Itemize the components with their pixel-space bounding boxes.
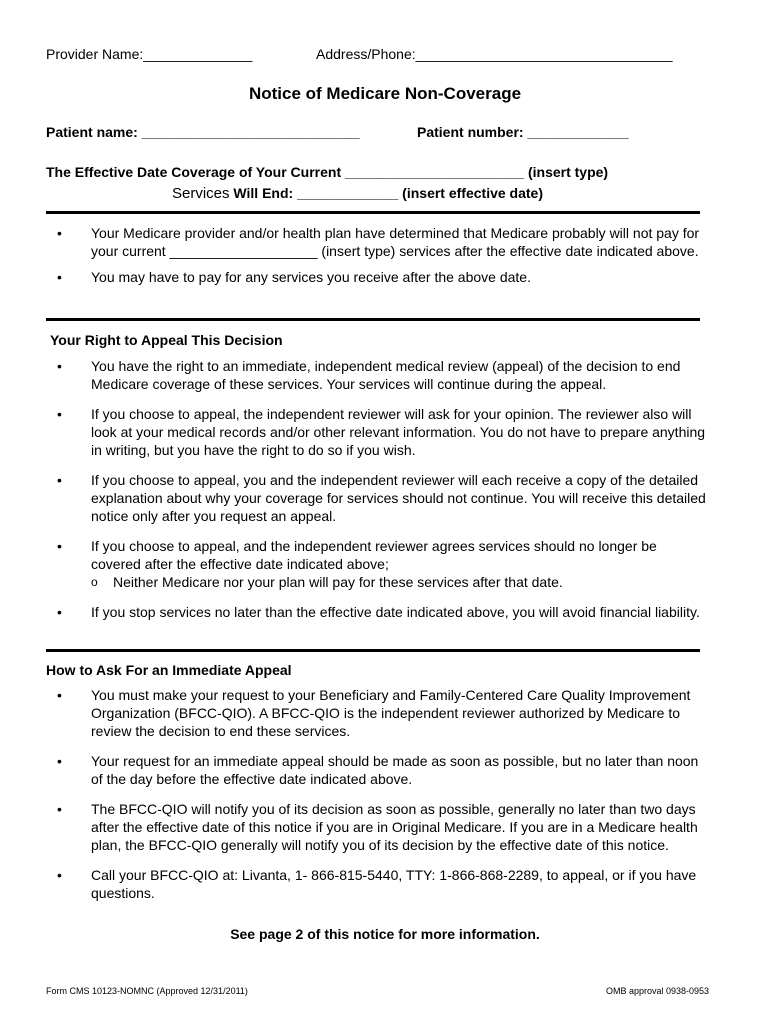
- list-item: • Call your BFCC-QIO at: Livanta, 1- 866-815-5440, TTY: 1-866-868-2289, to appeal, or if you have questions.: [46, 866, 706, 902]
- patient-number-field: Patient number: _____________: [417, 124, 629, 140]
- omb-approval: OMB approval 0938-0953: [606, 986, 710, 996]
- right-to-appeal-bullet-list: [46, 357, 706, 621]
- list-item: • If you choose to appeal, the independent reviewer will ask for your opinion. The reviewer also will look at your medical records and/or other relevant information. You do not have to prepare anything in writing, but you have the right to do so if you wish.: [46, 405, 706, 459]
- intro-bullet-list: [46, 224, 706, 286]
- list-item: [46, 537, 706, 573]
- services-word: Services: [172, 185, 230, 202]
- how-to-ask-bullet-list: [46, 686, 706, 902]
- provider-name-field: Provider Name:______________: [46, 46, 253, 62]
- address-phone-field: Address/Phone:_________________________________: [316, 46, 673, 62]
- effective-date-line-2: [172, 185, 543, 202]
- effective-date-line-1: The Effective Date Coverage of Your Current _______________________ (insert type): [46, 164, 609, 180]
- divider-rule: [46, 318, 700, 321]
- list-item: • If you stop services no later than the effective date indicated above, you will avoid financial liability.: [46, 603, 706, 621]
- list-item: • The BFCC-QIO will notify you of its decision as soon as possible, generally no later than two days after the effective date of this notice if you are in Original Medicare. If you are in a Medicare health plan, the BFCC-QIO generally will notify you of its decision by the effective date of this notice.: [46, 800, 706, 854]
- list-item: • You may have to pay for any services you receive after the above date.: [46, 268, 706, 286]
- notice-title: Notice of Medicare Non-Coverage: [248, 84, 522, 103]
- divider-rule: [46, 211, 700, 214]
- list-item: • Your request for an immediate appeal should be made as soon as possible, but no later than noon of the day before the effective date indicated above.: [46, 752, 706, 788]
- list-item: • Your Medicare provider and/or health plan have determined that Medicare probably will not pay for your current ___________________ (insert type) services after the effective date indicated above.: [46, 224, 706, 260]
- patient-name-field: Patient name: ____________________________: [46, 124, 360, 140]
- effective-date-rest: Will End: _____________ (insert effective date): [229, 185, 543, 201]
- list-item: • You must make your request to your Beneficiary and Family-Centered Care Quality Improvement Organization (BFCC-QIO). A BFCC-QIO is the independent reviewer authorized by Medicare to review the decision to end these services.: [46, 686, 706, 740]
- list-item: • If you choose to appeal, you and the independent reviewer will each receive a copy of the detailed explanation about why your coverage for services should not continue. You will receive this detailed notice only after you request an appeal.: [46, 471, 706, 525]
- sub-list-item: [46, 573, 706, 591]
- section-heading-right-to-appeal: Your Right to Appeal This Decision: [50, 332, 283, 348]
- list-item: • You have the right to an immediate, independent medical review (appeal) of the decision to end Medicare coverage of these services. Your services will continue during the appeal.: [46, 357, 706, 393]
- form-number: Form CMS 10123-NOMNC (Approved 12/31/2011): [46, 986, 248, 996]
- see-page-2-note: See page 2 of this notice for more information.: [230, 926, 540, 942]
- section-heading-how-to-ask: How to Ask For an Immediate Appeal: [46, 662, 292, 678]
- list-item-text: If you choose to appeal, and the independent reviewer agrees services should no longer be covered after the effective date indicated above;: [91, 538, 657, 572]
- sub-bullet-text: o Neither Medicare nor your plan will pay for these services after that date.: [91, 573, 706, 591]
- divider-rule: [46, 649, 700, 652]
